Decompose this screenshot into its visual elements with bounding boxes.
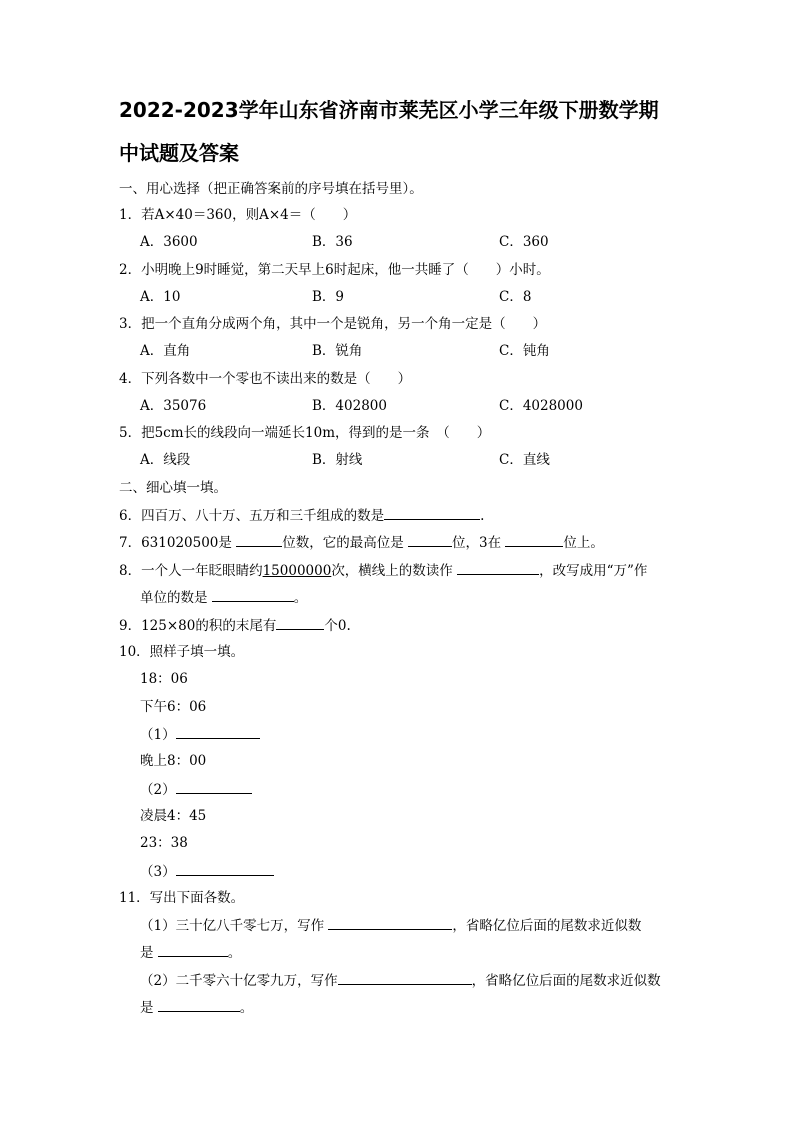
- question-8-text-c: ，改写成用“万”作: [539, 563, 648, 579]
- question-10-part-3-time: 23：38: [140, 835, 188, 851]
- question-6-answer-blank[interactable]: [384, 505, 480, 520]
- question-10-part-2-time: 凌晨4：45: [140, 808, 207, 824]
- question-4-option-b: B．402800: [312, 398, 387, 414]
- question-10-part-2: [140, 779, 252, 800]
- question-7-blank-1[interactable]: [236, 532, 282, 547]
- question-9-text-a: 9．125×80的积的末尾有: [119, 618, 277, 634]
- question-10-part-2-label: （2）: [140, 782, 176, 798]
- question-1-option-b: B．36: [312, 234, 353, 250]
- question-5-option-c: C．直线: [499, 452, 550, 468]
- question-7-blank-2[interactable]: [408, 532, 452, 547]
- page-title-line2: 中试题及答案: [119, 141, 239, 165]
- question-8-text-b: 次，横线上的数读作: [331, 563, 453, 579]
- question-11-part-2-text-c: 是: [140, 1000, 154, 1016]
- question-11-part-1-text-d: 。: [227, 945, 242, 961]
- question-3-option-a: A．直角: [140, 343, 191, 359]
- question-8-blank-1[interactable]: [457, 560, 539, 575]
- question-1-option-a: A．3600: [140, 234, 198, 250]
- question-8-text-d: 单位的数是: [140, 590, 208, 606]
- question-2-stem: 2．小明晚上9时睡觉，第二天早上6时起床，他一共睡了（ ）小时。: [119, 262, 550, 278]
- question-7: [119, 532, 604, 553]
- question-8-line-1: [119, 560, 647, 581]
- question-11-part-2-text-b: ，省略亿位后面的尾数求近似数: [471, 973, 661, 989]
- question-5-option-b: B．射线: [312, 452, 363, 468]
- question-4-option-c: C．4028000: [499, 398, 583, 414]
- question-3-stem: 3．把一个直角分成两个角，其中一个是锐角，另一个角一定是（ ）: [119, 316, 547, 332]
- question-7-text-b: 位数，它的最高位是: [282, 535, 404, 551]
- question-7-text-d: 位上。: [563, 535, 604, 551]
- question-10-example-time: 18：06: [140, 671, 188, 687]
- question-8-number: 15000000: [262, 563, 332, 579]
- question-11-part-1-blank-1[interactable]: [328, 915, 452, 930]
- question-5-stem: 5．把5cm长的线段向一端延长10m，得到的是一条 （ ）: [119, 425, 491, 441]
- question-10-part-2-blank[interactable]: [176, 779, 252, 794]
- question-1-option-c: C．360: [499, 234, 549, 250]
- question-10-part-3-blank[interactable]: [176, 861, 274, 876]
- question-10-heading: 10．照样子填一填。: [119, 644, 245, 660]
- question-9: [119, 615, 351, 636]
- question-7-blank-3[interactable]: [505, 532, 563, 547]
- question-11-part-2-line-2: [140, 997, 253, 1018]
- question-10-part-3-label: （3）: [140, 864, 176, 880]
- question-11-part-2-blank-2[interactable]: [158, 997, 240, 1012]
- question-11-part-1-text-c: 是: [140, 945, 154, 961]
- question-10-part-1-label: （1）: [140, 727, 176, 743]
- question-10-part-3: [140, 861, 274, 882]
- question-6: [119, 505, 484, 526]
- question-5-option-a: A．线段: [140, 452, 191, 468]
- section-2-heading: 二、细心填一填。: [119, 480, 227, 496]
- question-9-text-b: 个0.: [324, 618, 351, 634]
- question-2-option-c: C．8: [499, 289, 532, 305]
- question-4-option-a: A．35076: [140, 398, 207, 414]
- question-1-stem: 1．若A×40＝360，则A×4＝（ ）: [119, 207, 357, 223]
- question-11-part-2-text-a: （2）二千零六十亿零九万，写作: [140, 973, 338, 989]
- question-8-line-2: [140, 587, 307, 608]
- question-6-end: .: [480, 508, 485, 524]
- section-1-heading: 一、用心选择（把正确答案前的序号填在括号里）。: [119, 181, 423, 197]
- question-11-part-1-line-2: [140, 942, 241, 963]
- question-3-option-b: B．锐角: [312, 343, 363, 359]
- question-2-option-b: B．9: [312, 289, 345, 305]
- question-11-part-1-blank-2[interactable]: [158, 942, 228, 957]
- question-9-blank[interactable]: [276, 615, 324, 630]
- page-title-line1: 2022-2023学年山东省济南市莱芜区小学三年级下册数学期: [119, 98, 659, 122]
- question-11-part-2-text-d: 。: [239, 1000, 254, 1016]
- question-11-part-2-blank-1[interactable]: [338, 970, 472, 985]
- question-11-part-1-text-a: （1）三十亿八千零七万，写作: [140, 918, 325, 934]
- question-10-part-1-blank[interactable]: [176, 724, 260, 739]
- question-2-option-a: A．10: [140, 289, 181, 305]
- question-3-option-c: C．钝角: [499, 343, 550, 359]
- question-11-part-2-line-1: [140, 970, 661, 991]
- question-4-stem: 4．下列各数中一个零也不读出来的数是（ ）: [119, 371, 412, 387]
- question-10-example-answer: 下午6：06: [140, 699, 207, 715]
- question-6-text: 6．四百万、八十万、五万和三千组成的数是: [119, 508, 385, 524]
- question-8-text-e: 。: [293, 590, 308, 606]
- question-10-part-1-time: 晚上8：00: [140, 753, 207, 769]
- question-7-text-a: 7．631020500是: [119, 535, 232, 551]
- question-8-blank-2[interactable]: [212, 587, 294, 602]
- question-11-part-1-text-b: ，省略亿位后面的尾数求近似数: [452, 918, 642, 934]
- question-11-part-1-line-1: [140, 915, 641, 936]
- question-7-text-c: 位，3在: [452, 535, 502, 551]
- question-8-text-a: 8．一个人一年眨眼睛约: [119, 563, 263, 579]
- question-10-part-1: [140, 724, 260, 745]
- question-11-heading: 11．写出下面各数。: [119, 890, 245, 906]
